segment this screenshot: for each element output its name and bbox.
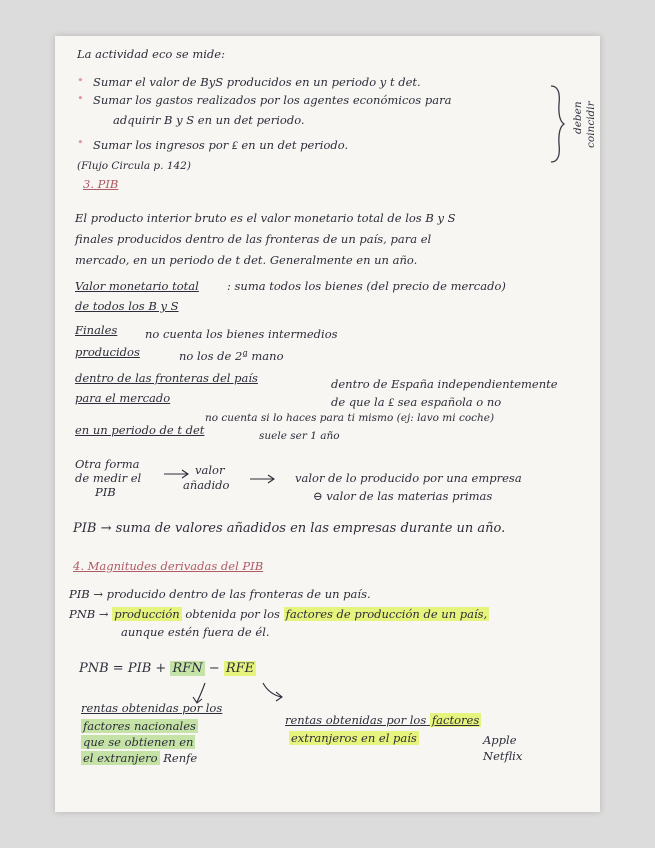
curly-brace-icon xyxy=(549,84,565,164)
intro-bullet-2-line-2: adquirir B y S en un det periodo. xyxy=(113,113,305,127)
term-dentro-fronteras: dentro de las fronteras del país xyxy=(75,371,258,385)
magnitudes-pib-line: PIB → producido dentro de las fronteras de un país. xyxy=(69,587,371,601)
intro-title: La actividad eco se mide: xyxy=(77,47,225,61)
rfe-example-1: Apple xyxy=(483,733,517,747)
term-para-mercado-desc: no cuenta si lo haces para ti mismo (ej: lavo mi coche) xyxy=(205,412,495,424)
pnb-mid: obtenida por los xyxy=(185,607,280,621)
pnb-line xyxy=(69,608,489,621)
formula-minus: − xyxy=(208,661,220,676)
term-dentro-fronteras-desc-1: dentro de España independientemente xyxy=(331,377,558,391)
rfn-example: Renfe xyxy=(163,751,198,765)
bullet-dot: • xyxy=(77,135,84,149)
intro-bullet-1: Sumar el valor de ByS producidos en un periodo y t det. xyxy=(93,75,421,89)
term-producidos-desc: no los de 2ª mano xyxy=(179,349,284,363)
formula-left: PNB = PIB + xyxy=(79,661,167,676)
valor-anadido-line-2: añadido xyxy=(183,478,230,492)
pnb-highlight-produccion: producción xyxy=(114,607,180,621)
otra-forma-line-1: Otra forma xyxy=(75,457,140,471)
rfn-line-2: factores nacionales xyxy=(83,719,196,733)
term-valor-monetario-line-2: de todos los B y S xyxy=(75,299,179,313)
pib-def-line-1: El producto interior bruto es el valor monetario total de los B y S xyxy=(75,211,456,225)
term-dentro-fronteras-desc-2: de que la ₤ sea española o no xyxy=(331,395,502,409)
term-producidos: producidos xyxy=(75,345,140,359)
valor-desc-2: ⊖ valor de las materias primas xyxy=(313,489,493,503)
rfe-line-1-row xyxy=(285,714,481,727)
magnitudes-heading: 4. Magnitudes derivadas del PIB xyxy=(73,559,264,573)
term-finales-desc: no cuenta los bienes intermedios xyxy=(145,327,338,341)
notebook-page xyxy=(55,36,600,812)
term-finales: Finales xyxy=(75,323,118,337)
rfn-line-4: el extranjero xyxy=(83,751,158,765)
rfn-line-3: que se obtienen en xyxy=(83,735,194,749)
intro-bullet-2-line-1: Sumar los gastos realizados por los agentes económicos para xyxy=(93,93,452,107)
arrow-down-icon xyxy=(261,682,285,702)
term-para-mercado: para el mercado xyxy=(75,391,171,405)
pib-heading: 3. PIB xyxy=(83,177,119,191)
intro-note: (Flujo Circula p. 142) xyxy=(77,160,191,172)
arrow-right-icon xyxy=(249,474,277,484)
side-note-1: deben xyxy=(572,101,584,134)
term-periodo-desc: suele ser 1 año xyxy=(259,430,340,442)
term-periodo: en un periodo de t det xyxy=(75,423,205,437)
pib-def-line-2: finales producidos dentro de las fronteras de un país, para el xyxy=(75,232,432,246)
formula-rfn: RFN xyxy=(172,661,203,676)
pib-summary: PIB → suma de valores añadidos en las empresas durante un año. xyxy=(73,521,506,536)
side-note-2: coincidir xyxy=(585,101,597,148)
rfe-highlight: factores xyxy=(431,713,480,727)
term-valor-monetario: Valor monetario total xyxy=(75,279,199,293)
rfe-line-1: rentas obtenidas por los xyxy=(285,713,427,727)
rfn-line-4-row xyxy=(81,752,197,765)
otra-forma-line-3: PIB xyxy=(95,485,116,499)
formula-rfe: RFE xyxy=(225,661,255,676)
pnb-highlight-factores: factores de producción de un país, xyxy=(285,607,488,621)
rfn-line-1: rentas obtenidas por los xyxy=(81,701,223,715)
bullet-dot: • xyxy=(77,91,84,105)
term-valor-monetario-desc: : suma todos los bienes (del precio de mercado) xyxy=(227,279,506,293)
pnb-formula xyxy=(79,662,256,677)
valor-anadido-line-1: valor xyxy=(195,463,225,477)
valor-desc-1: valor de lo producido por una empresa xyxy=(295,471,522,485)
pnb-line-2: aunque estén fuera de él. xyxy=(121,625,270,639)
otra-forma-line-2: de medir el xyxy=(75,471,142,485)
pib-def-line-3: mercado, en un periodo de t det. Generalmente en un año. xyxy=(75,253,418,267)
rfe-example-2: Netflix xyxy=(483,749,523,763)
rfe-line-2: extranjeros en el país xyxy=(291,731,417,745)
pnb-prefix: PNB → xyxy=(69,607,109,621)
intro-bullet-3: Sumar los ingresos por ₤ en un det periodo. xyxy=(93,138,349,152)
bullet-dot: • xyxy=(77,73,84,87)
